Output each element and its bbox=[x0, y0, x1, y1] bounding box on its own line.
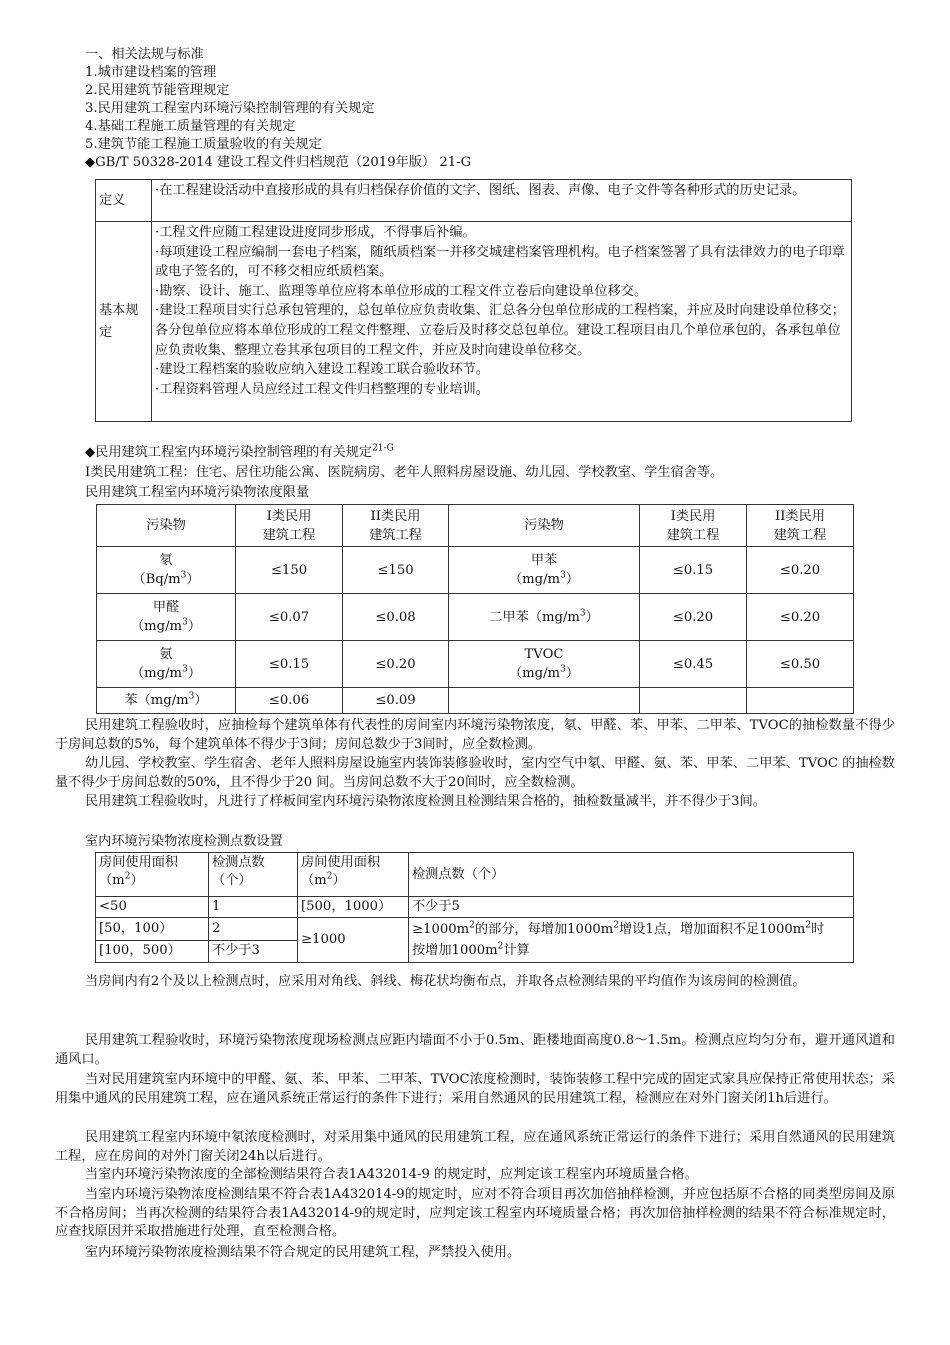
table-row bbox=[97, 641, 854, 688]
table-row bbox=[97, 688, 854, 714]
paragraph: 室内环境污染物浓度检测结果不符合规定的民用建筑工程，严禁投入使用。 bbox=[85, 1245, 521, 1260]
points-cell: 2 bbox=[209, 918, 298, 941]
table-row bbox=[96, 180, 852, 222]
unit-close: ） bbox=[565, 572, 579, 587]
area-cell: [500，1000） bbox=[298, 897, 409, 918]
empty-cell bbox=[640, 688, 747, 714]
limit-value: ≤150 bbox=[236, 547, 343, 594]
header-text: 检测点数 bbox=[212, 855, 265, 870]
unit-sup: 3 bbox=[182, 664, 188, 675]
header-class2 bbox=[343, 505, 449, 547]
pollutant-unit: （mg/m bbox=[130, 619, 183, 634]
rule-text: 按增加1000m bbox=[412, 943, 498, 958]
pollutant-name: 氨 bbox=[159, 647, 173, 662]
unit-sup: 2 bbox=[613, 920, 619, 931]
rule-text: ≥1000m bbox=[412, 922, 470, 937]
points-cell bbox=[409, 918, 854, 963]
rule-text: 时 bbox=[811, 922, 825, 937]
pollutant-unit: （mg/m bbox=[508, 666, 561, 681]
area-cell: <50 bbox=[96, 897, 209, 918]
paragraph: 幼儿园、学校教室、学生宿舍、老年人照料房屋设施室内装饰装修验收时，室内空气中氡、甲醛、氨、苯、甲苯、二甲苯、TVOC 的抽检数量不得少于房间总数的50%，且不得少于20 间。当房间总数不大于20间时，应全数检测。 bbox=[55, 756, 895, 790]
header-area bbox=[298, 853, 409, 897]
table-row bbox=[97, 547, 854, 594]
rule-item: ·建设工程档案的验收应纳入建设工程竣工联合验收环节。 bbox=[155, 362, 489, 378]
unit-sup: 3 bbox=[560, 664, 566, 675]
rule-item: ·勘察、设计、施工、监理等单位应将本单位形成的工程文件立卷后向建设单位移交。 bbox=[155, 283, 648, 299]
pollutant-name: 二甲苯（mg/m bbox=[489, 609, 580, 625]
unit-close: ） bbox=[585, 609, 599, 625]
unit-close: ） bbox=[187, 666, 201, 681]
limit-value: ≤0.20 bbox=[747, 594, 854, 641]
empty-cell bbox=[747, 688, 854, 714]
pollutant-unit: （mg/m bbox=[130, 666, 183, 681]
limit-value: ≤0.07 bbox=[236, 594, 343, 641]
limit-value: ≤0.06 bbox=[236, 688, 343, 714]
definition-label: 定义 bbox=[96, 180, 152, 222]
limit-value: ≤0.08 bbox=[343, 594, 449, 641]
unit-sup: 2 bbox=[469, 920, 475, 931]
header-pollutant: 污染物 bbox=[97, 505, 236, 547]
empty-cell bbox=[449, 688, 640, 714]
pollutant-cell bbox=[97, 641, 236, 688]
law-item: 4.基础工程施工质量管理的有关规定 bbox=[85, 119, 296, 134]
pollutant-name: TVOC bbox=[524, 647, 564, 662]
header-text: 房间使用面积 bbox=[99, 855, 179, 870]
table-header-row bbox=[97, 505, 854, 547]
table-header-row bbox=[96, 853, 854, 897]
rule-item: ·工程资料管理人员应经过工程文件归档整理的专业培训。 bbox=[155, 381, 489, 397]
limit-value: ≤0.20 bbox=[747, 547, 854, 594]
law-item: 3.民用建筑工程室内环境污染控制管理的有关规定 bbox=[85, 101, 375, 116]
basic-rules-cell bbox=[152, 222, 852, 422]
unit-close: ） bbox=[187, 619, 201, 634]
header-class2 bbox=[747, 505, 854, 547]
header-text: （m bbox=[99, 873, 125, 888]
paragraph: 当房间内有2个及以上检测点时，应采用对角线、斜线、梅花状均衡布点，并取各点检测结果的平均值作为该房间的检测值。 bbox=[85, 974, 806, 989]
law-item: 2.民用建筑节能管理规定 bbox=[85, 83, 230, 98]
area-cell: [50，100） bbox=[96, 918, 209, 941]
unit-close: ） bbox=[565, 666, 579, 681]
standard-title: ◆GB/T 50328-2014 建设工程文件归档规范（2019年版） 21-G bbox=[85, 155, 472, 170]
unit-sup: 3 bbox=[180, 570, 187, 581]
header-pollutant: 污染物 bbox=[449, 505, 640, 547]
header-text: 房间使用面积 bbox=[301, 855, 381, 870]
law-item: 5.建筑节能工程施工质量验收的有关规定 bbox=[85, 137, 322, 152]
rule-text: 增设1点，增加面积不足1000m bbox=[618, 922, 806, 937]
points-cell: 1 bbox=[209, 897, 298, 918]
header-text: 建筑工程 bbox=[262, 527, 316, 543]
rule-text: 计算 bbox=[503, 943, 530, 958]
limit-value: ≤0.50 bbox=[747, 641, 854, 688]
section-heading: 一、相关法规与标准 bbox=[85, 47, 204, 62]
header-text: II类民用 bbox=[775, 508, 825, 524]
area-cell: [100，500） bbox=[96, 940, 209, 963]
table-row bbox=[96, 897, 854, 918]
pollutant-name: 苯（mg/m bbox=[124, 693, 189, 708]
pollutant-name: 甲醛 bbox=[152, 600, 180, 615]
points-cell: 不少于5 bbox=[409, 897, 854, 918]
section-title bbox=[85, 444, 394, 462]
unit-close: ） bbox=[186, 572, 200, 587]
header-text: 建筑工程 bbox=[773, 527, 827, 543]
table-row bbox=[96, 918, 854, 941]
paragraph: 当室内环境污染物浓度的全部检测结果符合表1A432014-9 的规定时，应判定该工程室内环境质量合格。 bbox=[85, 1167, 698, 1182]
law-item: 1.城市建设档案的管理 bbox=[85, 65, 217, 80]
unit-sup: 3 bbox=[560, 570, 566, 581]
pollutant-limit-table bbox=[96, 504, 854, 714]
paragraph: 民用建筑工程验收时，应抽检每个建筑单体有代表性的房间室内环境污染物浓度，氡、甲醛、苯、甲苯、二甲苯、TVOC的抽检数量不得少于房间总数的5%，每个建筑单体不得少于3间；房间总数少于3间时，应全数检测。 bbox=[55, 718, 895, 752]
pollutant-cell bbox=[449, 547, 640, 594]
table-row bbox=[96, 222, 852, 422]
header-text: II类民用 bbox=[370, 508, 421, 524]
header-text: I类民用 bbox=[670, 508, 716, 524]
pollutant-unit: （Bq/m bbox=[132, 572, 181, 587]
header-text: 建筑工程 bbox=[666, 527, 720, 543]
pollutant-cell bbox=[97, 547, 236, 594]
basic-rules-label: 基本规定 bbox=[96, 222, 152, 422]
limit-value: ≤0.20 bbox=[343, 641, 449, 688]
header-points bbox=[209, 853, 298, 897]
rule-text: 的部分，每增加1000m bbox=[474, 922, 614, 937]
paragraph: 当对民用建筑室内环境中的甲醛、氨、苯、甲苯、二甲苯、TVOC浓度检测时，装饰装修工程中完成的固定式家具应保持正常使用状态；采用集中通风的民用建筑工程，应在通风系统正常运行的条件下进行；采用自然通风的民用建筑工程，检测应在对外门窗关闭1h后进行。 bbox=[55, 1072, 895, 1106]
paragraph: 当室内环境污染物浓度检测结果不符合表1A432014-9的规定时，应对不符合项目再次加倍抽样检测，并应包括原不合格的同类型房间及原不合格房间；当再次检测的结果符合表1A432014-9的规定时，应判定该工程室内环境质量合格；再次加倍抽样检测的结果不符合标准规定时，应查找原因并采取措施进行处理，直至检测合格。 bbox=[55, 1187, 895, 1239]
unit-close: ） bbox=[194, 693, 208, 708]
unit-sup: 2 bbox=[805, 920, 812, 931]
points-cell: 不少于3 bbox=[209, 940, 298, 963]
header-class1 bbox=[236, 505, 343, 547]
header-text: （m bbox=[301, 873, 327, 888]
points-table-caption: 室内环境污染物浓度检测点数设置 bbox=[85, 834, 283, 849]
limit-value: ≤0.09 bbox=[343, 688, 449, 714]
header-class1 bbox=[640, 505, 747, 547]
rule-item: ·建设工程项目实行总承包管理的，总包单位应负责收集、汇总各分包单位形成的工程档案，并应及时向建设单位移交；各分包单位应将本单位形成的工程文件整理、立卷后及时移交总包单位。建设工程项目由几个单位承包的，各承包单位应负责收集、整理立卷其承包项目的工程文件，并应及时向建设单位移交。 bbox=[155, 303, 845, 358]
pollutant-cell bbox=[97, 688, 236, 714]
limit-value: ≤0.20 bbox=[640, 594, 747, 641]
header-text: 建筑工程 bbox=[369, 527, 422, 543]
header-text: （个） bbox=[212, 873, 252, 888]
pollutant-cell bbox=[449, 641, 640, 688]
paragraph: 民用建筑工程验收时，环境污染物浓度现场检测点应距内墙面不小于0.5m、距楼地面高度0.8～1.5m。检测点应均匀分布，避开通风道和通风口。 bbox=[55, 1033, 895, 1067]
limit-value: ≤0.15 bbox=[640, 547, 747, 594]
limit-value: ≤0.45 bbox=[640, 641, 747, 688]
area-cell: ≥1000 bbox=[298, 918, 409, 963]
detection-points-table bbox=[95, 852, 854, 963]
rule-item: ·每项建设工程应编制一套电子档案，随纸质档案一并移交城建档案管理机构。电子档案签署了具有法律效力的电子印章或电子签名的，可不移交相应纸质档案。 bbox=[155, 244, 845, 280]
header-area bbox=[96, 853, 209, 897]
pollutant-name: 甲苯 bbox=[530, 553, 558, 568]
pollutant-cell bbox=[97, 594, 236, 641]
unit-sup: 2 bbox=[124, 871, 131, 882]
limit-value: ≤150 bbox=[343, 547, 449, 594]
pollutant-name: 氡 bbox=[159, 553, 173, 568]
paragraph: 民用建筑工程验收时，凡进行了样板间室内环境污染物浓度检测且检测结果合格的，抽检数量减半，并不得少于3间。 bbox=[85, 794, 766, 809]
header-text: ） bbox=[130, 873, 144, 888]
limit-table-caption: 民用建筑工程室内环境污染物浓度限量 bbox=[85, 485, 310, 500]
pollutant-cell bbox=[449, 594, 640, 641]
unit-sup: 2 bbox=[326, 871, 333, 882]
header-points: 检测点数（个） bbox=[409, 853, 854, 897]
unit-sup: 2 bbox=[497, 941, 504, 952]
archive-standard-table bbox=[95, 179, 852, 422]
unit-sup: 3 bbox=[182, 617, 188, 628]
unit-sup: 3 bbox=[188, 691, 195, 702]
definition-text: ·在工程建设活动中直接形成的具有归档保存价值的文字、图纸、图表、声像、电子文件等各种形式的历史记录。 bbox=[152, 180, 852, 222]
section-title-text: ◆民用建筑工程室内环境污染控制管理的有关规定 bbox=[85, 445, 373, 460]
limit-value: ≤0.15 bbox=[236, 641, 343, 688]
pollutant-unit: （mg/m bbox=[508, 572, 561, 587]
unit-sup: 3 bbox=[579, 608, 586, 619]
header-text: I类民用 bbox=[266, 508, 312, 524]
table-row bbox=[97, 594, 854, 641]
rule-item: ·工程文件应随工程建设进度同步形成，不得事后补编。 bbox=[155, 225, 476, 240]
section-title-sup: 21-G bbox=[372, 443, 394, 454]
class1-definition: I类民用建筑工程：住宅、居住功能公寓、医院病房、老年人照料房屋设施、幼儿园、学校教室、学生宿舍等。 bbox=[85, 465, 724, 480]
paragraph: 民用建筑工程室内环境中氡浓度检测时，对采用集中通风的民用建筑工程，应在通风系统正常运行的条件下进行；采用自然通风的民用建筑工程，应在房间的对外门窗关闭24h以后进行。 bbox=[55, 1130, 895, 1164]
header-text: ） bbox=[332, 873, 346, 888]
